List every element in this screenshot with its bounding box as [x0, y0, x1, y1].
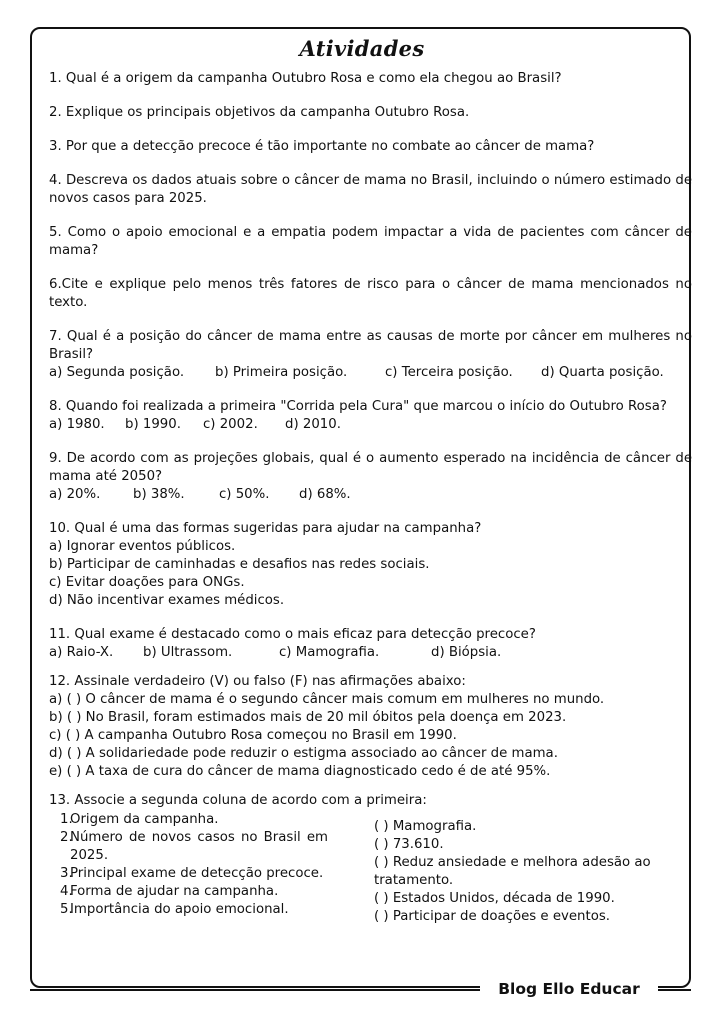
question-8: [49, 398, 692, 434]
statement-e: e) ( ) A taxa de cura do câncer de mama diagnosticado cedo é de até 95%.: [49, 764, 551, 779]
option-d: d) Biópsia.: [431, 645, 502, 660]
options-row: [49, 364, 692, 382]
question-text: 1. Qual é a origem da campanha Outubro Rosa e como ela chegou ao Brasil?: [49, 71, 562, 86]
column-two-item: ( ) Mamografia.: [374, 819, 477, 834]
option-c: c) Evitar doações para ONGs.: [49, 575, 245, 590]
item-text: Principal exame de detecção precoce.: [70, 866, 324, 881]
item-number: 3.: [60, 866, 73, 881]
question-text: 4. Descreva os dados atuais sobre o câncer de mama no Brasil, incluindo o número estimado de novos casos para 2025.: [49, 173, 692, 206]
statement-a: a) ( ) O câncer de mama é o segundo câncer mais comum em mulheres no mundo.: [49, 692, 605, 707]
column-one-item: [60, 901, 328, 919]
question-text: 6.Cite e explique pelo menos três fatores de risco para o câncer de mama mencionados no texto.: [49, 277, 692, 310]
question-7: [49, 328, 692, 382]
footer-rule-right: [656, 989, 691, 991]
question-text: 10. Qual é uma das formas sugeridas para ajudar na campanha?: [49, 521, 482, 536]
column-one: [60, 811, 328, 926]
option-a: a) Ignorar eventos públicos.: [49, 539, 236, 554]
question-5: [49, 224, 692, 260]
options-row: [49, 416, 692, 434]
activity-list: [49, 70, 692, 926]
option-b: b) 38%.: [133, 487, 185, 502]
option-b: b) Ultrassom.: [143, 645, 233, 660]
option-b: b) Participar de caminhadas e desafios nas redes sociais.: [49, 557, 430, 572]
option-a: a) 1980.: [49, 417, 105, 432]
option-a: a) Raio-X.: [49, 645, 114, 660]
page-title: Atividades: [299, 36, 425, 61]
option-a: a) 20%.: [49, 487, 101, 502]
option-c: c) 50%.: [219, 487, 270, 502]
question-4: [49, 172, 692, 208]
question-text: 2. Explique os principais objetivos da campanha Outubro Rosa.: [49, 105, 470, 120]
column-two: [374, 811, 690, 926]
question-text: 12. Assinale verdadeiro (V) ou falso (F) nas afirmações abaixo:: [49, 674, 466, 689]
option-b: b) Primeira posição.: [215, 365, 348, 380]
column-one-item: [60, 811, 328, 829]
footer-brand: Blog Ello Educar: [480, 978, 658, 1000]
option-c: c) Mamografia.: [279, 645, 380, 660]
column-two-item: ( ) Participar de doações e eventos.: [374, 909, 610, 924]
question-6: [49, 276, 692, 312]
question-text: 5. Como o apoio emocional e a empatia podem impactar a vida de pacientes com câncer de mama?: [49, 225, 692, 258]
question-13: [49, 792, 692, 926]
footer-rule-left: [30, 989, 482, 991]
association-columns: [49, 811, 692, 926]
item-text: Número de novos casos no Brasil em 2025.: [70, 830, 328, 863]
column-one-item: [60, 883, 328, 901]
question-text: 3. Por que a detecção precoce é tão importante no combate ao câncer de mama?: [49, 139, 595, 154]
column-two-item: ( ) Reduz ansiedade e melhora adesão ao tratamento.: [374, 855, 651, 888]
question-9: [49, 450, 692, 504]
question-text: 11. Qual exame é destacado como o mais eficaz para detecção precoce?: [49, 627, 536, 642]
item-number: 4.: [60, 884, 73, 899]
question-11: [49, 626, 692, 662]
option-d: d) 68%.: [299, 487, 351, 502]
statement-c: c) ( ) A campanha Outubro Rosa começou no Brasil em 1990.: [49, 728, 457, 743]
statement-d: d) ( ) A solidariedade pode reduzir o estigma associado ao câncer de mama.: [49, 746, 558, 761]
question-2: [49, 104, 692, 122]
option-d: d) Não incentivar exames médicos.: [49, 593, 285, 608]
column-two-item: ( ) 73.610.: [374, 837, 444, 852]
question-text: 8. Quando foi realizada a primeira "Corrida pela Cura" que marcou o início do Outubro Rosa?: [49, 399, 667, 414]
option-c: c) 2002.: [203, 417, 258, 432]
question-text: 9. De acordo com as projeções globais, qual é o aumento esperado na incidência de câncer de mama até 2050?: [49, 451, 692, 484]
options-row: [49, 644, 692, 662]
item-text: Forma de ajudar na campanha.: [70, 884, 279, 899]
question-10: [49, 520, 692, 610]
option-d: d) 2010.: [285, 417, 341, 432]
question-text: 13. Associe a segunda coluna de acordo com a primeira:: [49, 793, 427, 808]
item-number: 2.: [60, 830, 73, 845]
option-d: d) Quarta posição.: [541, 365, 664, 380]
item-text: Origem da campanha.: [70, 812, 219, 827]
options-row: [49, 486, 692, 504]
question-3: [49, 138, 692, 156]
question-1: [49, 70, 692, 88]
column-one-item: [60, 865, 328, 883]
option-a: a) Segunda posição.: [49, 365, 185, 380]
item-text: Importância do apoio emocional.: [70, 902, 289, 917]
option-c: c) Terceira posição.: [385, 365, 513, 380]
question-12: [49, 673, 692, 781]
item-number: 5.: [60, 902, 73, 917]
column-two-item: ( ) Estados Unidos, década de 1990.: [374, 891, 615, 906]
item-number: 1.: [60, 812, 73, 827]
column-one-item: [60, 829, 328, 865]
statement-b: b) ( ) No Brasil, foram estimados mais de 20 mil óbitos pela doença em 2023.: [49, 710, 567, 725]
question-text: 7. Qual é a posição do câncer de mama entre as causas de morte por câncer em mulheres no Brasil?: [49, 329, 692, 362]
option-b: b) 1990.: [125, 417, 181, 432]
